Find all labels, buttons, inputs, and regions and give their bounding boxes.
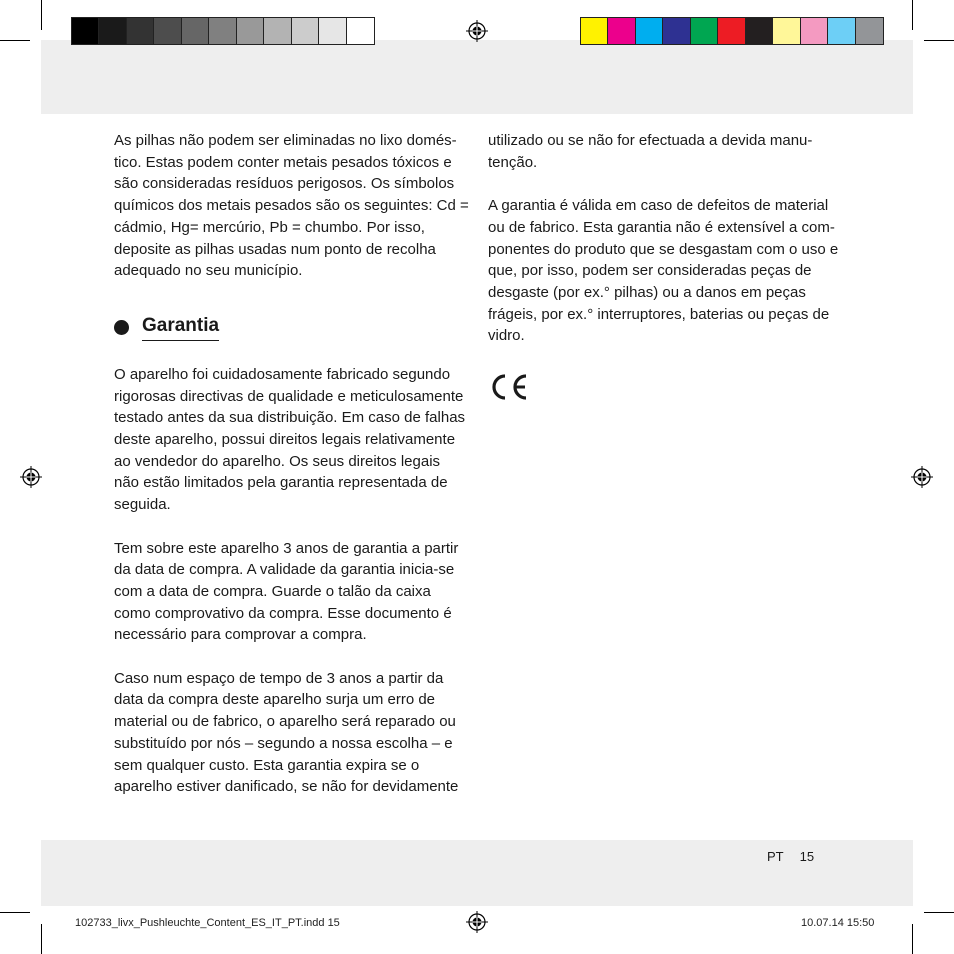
color-swatch bbox=[608, 18, 635, 44]
color-swatch bbox=[127, 18, 154, 44]
page-number: 15 bbox=[799, 849, 815, 864]
section-title: Garantia bbox=[142, 315, 219, 341]
warranty-paragraph-1: O aparelho foi cuidadosamente fabricado segundo rigorosas directivas de qualidade e meticulosamente testado antes da sua distribuição. Em caso de falhas deste aparelho, possui direitos legais relativamente ao vendedor do aparelho. Os seus direitos legais não estão limitados pela garantia representada de seguida. bbox=[114, 365, 466, 514]
color-swatch bbox=[663, 18, 690, 44]
color-swatch bbox=[773, 18, 800, 44]
color-swatch bbox=[292, 18, 319, 44]
color-swatch bbox=[691, 18, 718, 44]
language-code: PT bbox=[767, 849, 784, 864]
color-swatch bbox=[746, 18, 773, 44]
color-swatch bbox=[856, 18, 883, 44]
color-swatch bbox=[237, 18, 264, 44]
crop-mark bbox=[912, 0, 913, 30]
crop-mark bbox=[924, 40, 954, 41]
color-swatch bbox=[801, 18, 828, 44]
color-swatch bbox=[581, 18, 608, 44]
registration-mark-icon bbox=[20, 466, 42, 488]
ce-mark-icon bbox=[488, 371, 530, 403]
crop-mark bbox=[41, 924, 42, 954]
color-swatch bbox=[72, 18, 99, 44]
warranty-paragraph-3: Caso num espaço de tempo de 3 anos a partir da data da compra deste aparelho surja um erro de material ou de fabrico, o aparelho será reparado ou substituído por nós – segundo a nossa escolha – e sem qualquer custo. Esta garantia expira se o aparelho estiver danificado, se não for devidamente bbox=[114, 669, 459, 796]
warranty-paragraph-2: Tem sobre este aparelho 3 anos de garantia a partir da data de compra. A validade da garantia inicia-se com a data de compra. Guarde o talão da caixa como comprovativo da compra. Esse documento é necessário para comprovar a compra. bbox=[114, 539, 459, 644]
page-folio bbox=[767, 849, 814, 864]
color-swatch bbox=[828, 18, 855, 44]
color-swatch bbox=[99, 18, 126, 44]
crop-mark bbox=[912, 924, 913, 954]
color-swatch bbox=[182, 18, 209, 44]
registration-mark-icon bbox=[466, 20, 488, 42]
warranty-scope-paragraph: A garantia é válida em caso de defeitos de material ou de fabrico. Esta garantia não é extensível a com-ponentes do produto que se desgastam com o uso e que, por isso, podem ser consideradas peças de desgaste (por ex.° pilhas) ou a danos em peças frágeis, por ex.° interruptores, baterias ou peças de vidro. bbox=[488, 197, 839, 345]
color-swatch bbox=[718, 18, 745, 44]
color-swatch bbox=[154, 18, 181, 44]
bullet-icon bbox=[114, 320, 129, 335]
crop-mark bbox=[41, 0, 42, 30]
grayscale-color-bar bbox=[71, 17, 375, 45]
section-heading bbox=[114, 315, 469, 341]
color-swatch bbox=[264, 18, 291, 44]
right-column bbox=[488, 130, 843, 410]
crop-mark bbox=[0, 912, 30, 913]
crop-mark bbox=[924, 912, 954, 913]
color-swatch bbox=[209, 18, 236, 44]
process-color-bar bbox=[580, 17, 884, 45]
left-column bbox=[114, 130, 469, 798]
color-swatch bbox=[636, 18, 663, 44]
registration-mark-icon bbox=[466, 911, 488, 933]
date-slug: 10.07.14 15:50 bbox=[801, 917, 875, 929]
file-slug: 102733_livx_Pushleuchte_Content_ES_IT_PT.indd 15 bbox=[75, 917, 340, 929]
color-swatch bbox=[347, 18, 374, 44]
color-swatch bbox=[319, 18, 346, 44]
crop-mark bbox=[0, 40, 30, 41]
header-band bbox=[41, 40, 913, 114]
warranty-continued-paragraph: utilizado ou se não for efectuada a devida manu-tenção. bbox=[488, 132, 813, 171]
battery-disposal-paragraph: As pilhas não podem ser eliminadas no lixo domés-tico. Estas podem conter metais pesados tóxicos e são consideradas resíduos perigosos. Os símbolos químicos dos metais pesados são os seguintes: Cd = cádmio, Hg= mercúrio, Pb = chumbo. Por isso, deposite as pilhas usadas num ponto de recolha adequado no seu município. bbox=[114, 132, 469, 280]
registration-mark-icon bbox=[911, 466, 933, 488]
